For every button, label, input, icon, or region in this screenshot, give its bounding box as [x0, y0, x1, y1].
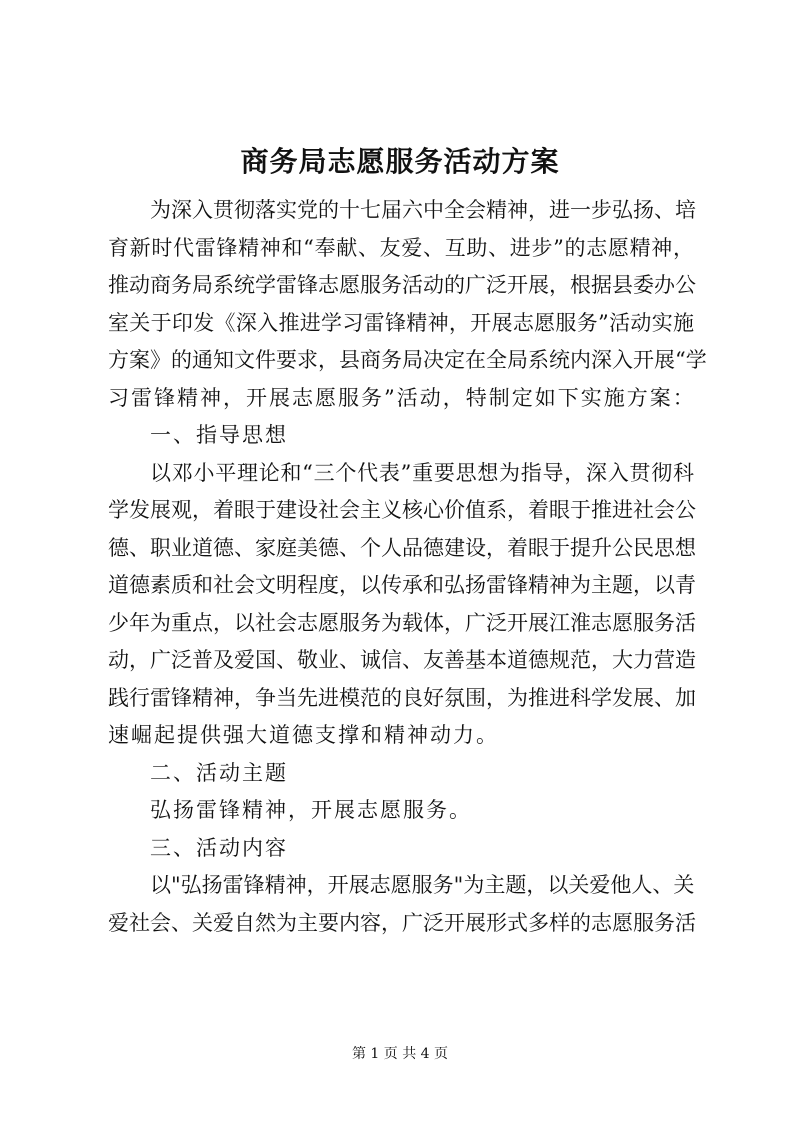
section-heading-activity-theme: 二、活动主题 — [150, 760, 288, 785]
paragraph-guiding-line-2: 学发展观，着眼于建设社会主义核心价值系，着眼于推进社会公 — [108, 498, 696, 522]
document-body — [108, 192, 707, 942]
page-number-footer: 第 1 页 共 4 页 — [351, 1046, 449, 1062]
section-heading-activity-content: 三、活动内容 — [150, 835, 288, 860]
paragraph-content-line-1: 以"弘扬雷锋精神，开展志愿服务"为主题，以关爱他人、关 — [150, 873, 695, 897]
paragraph-theme-line-1: 弘扬雷锋精神，开展志愿服务。 — [150, 798, 472, 822]
paragraph-intro-line-2: 育新时代雷锋精神和“奉献、友爱、互助、进步”的志愿精神， — [108, 235, 694, 260]
paragraph-intro-line-1: 为深入贯彻落实党的十七届六中全会精神，进一步弘扬、培 — [150, 198, 696, 222]
paragraph-intro-line-3: 推动商务局系统学雷锋志愿服务活动的广泛开展，根据县委办公 — [108, 273, 696, 297]
document-title: 商务局志愿服务活动方案 — [240, 145, 560, 178]
paragraph-intro-line-6: 习雷锋精神，开展志愿服务”活动，特制定如下实施方案： — [108, 385, 696, 410]
paragraph-guiding-line-7: 践行雷锋精神，争当先进模范的良好氛围，为推进科学发展、加 — [108, 685, 696, 710]
paragraph-content-line-2: 爱社会、关爱自然为主要内容，广泛开展形式多样的志愿服务活 — [108, 910, 696, 935]
section-heading-guiding-thought: 一、指导思想 — [150, 423, 288, 447]
paragraph-guiding-line-5: 少年为重点，以社会志愿服务为载体，广泛开展江淮志愿服务活 — [108, 610, 696, 635]
paragraph-intro-line-4: 室关于印发《深入推进学习雷锋精神，开展志愿服务”活动实施 — [108, 310, 694, 335]
paragraph-guiding-line-3: 德、职业道德、家庭美德、个人品德建设，着眼于提升公民思想 — [108, 535, 696, 560]
paragraph-guiding-line-1: 以邓小平理论和“三个代表”重要思想为指导，深入贯彻科 — [150, 460, 694, 485]
paragraph-guiding-line-4: 道德素质和社会文明程度，以传承和弘扬雷锋精神为主题，以青 — [108, 573, 696, 597]
paragraph-guiding-line-8: 速崛起提供强大道德支撑和精神动力。 — [108, 723, 499, 747]
paragraph-guiding-line-6: 动，广泛普及爱国、敬业、诚信、友善基本道德规范，大力营造 — [108, 648, 696, 672]
paragraph-intro-line-5: 方案》的通知文件要求，县商务局决定在全局系统内深入开展“学 — [108, 348, 707, 372]
